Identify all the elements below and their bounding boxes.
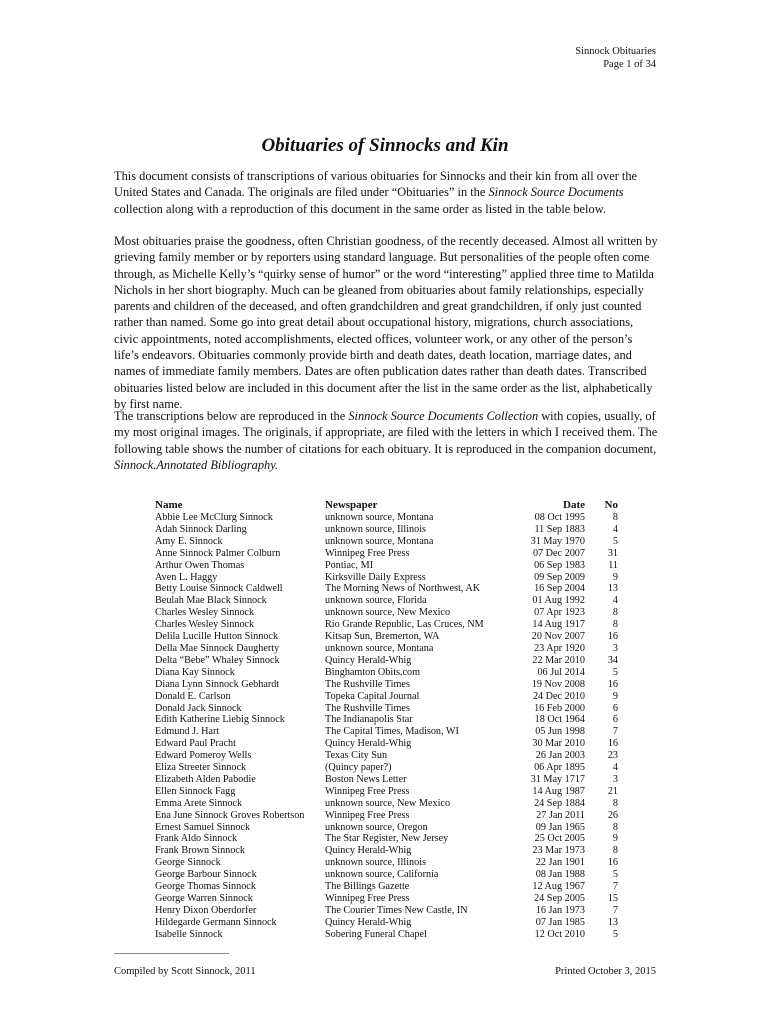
cell-name: Ellen Sinnock Fagg [155, 785, 236, 797]
cell-date: 16 Jan 1973 [535, 904, 585, 916]
cell-no: 16 [607, 857, 618, 869]
cell-newspaper: Quincy Herald-Whig [325, 738, 412, 750]
cell-no: 5 [612, 666, 618, 678]
cell-newspaper: The Billings Gazette [325, 881, 410, 893]
cell-newspaper: unknown source, Oregon [325, 821, 428, 833]
cell-no: 4 [612, 523, 618, 535]
cell-name: Hildegarde Germann Sinnock [155, 916, 277, 928]
cell-name: Eliza Streeter Sinnock [155, 762, 247, 774]
cell-newspaper: Sobering Funeral Chapel [325, 928, 427, 940]
cell-newspaper: (Quincy paper?) [325, 762, 392, 774]
cell-no: 8 [612, 619, 618, 631]
table-row [155, 893, 618, 905]
cell-name: Charles Wesley Sinnock [155, 607, 255, 619]
cell-name: Aven L. Haggy [155, 571, 218, 583]
cell-date: 19 Nov 2008 [531, 678, 585, 690]
cell-newspaper: unknown source, Illinois [325, 857, 427, 869]
cell-no: 9 [612, 571, 618, 583]
table-row [155, 655, 618, 667]
cell-date: 22 Mar 2010 [532, 654, 585, 666]
cell-newspaper: unknown source, Florida [325, 595, 427, 607]
cell-name: Abbie Lee McClurg Sinnock [155, 512, 273, 523]
cell-date: 06 Apr 1895 [534, 762, 585, 774]
cell-newspaper: Quincy Herald-Whig [325, 654, 412, 666]
table-row [155, 679, 618, 691]
cell-no: 16 [607, 738, 618, 750]
cell-date: 16 Feb 2000 [534, 702, 585, 714]
cell-date: 08 Jan 1988 [535, 869, 585, 881]
cell-name: Donald Jack Sinnock [155, 702, 242, 714]
cell-name: George Warren Sinnock [155, 893, 253, 904]
cell-newspaper: Winnipeg Free Press [325, 809, 410, 821]
table-row [155, 738, 618, 750]
table-row [155, 595, 618, 607]
cell-name: Della Mae Sinnock Daugherty [155, 642, 280, 654]
table-row [155, 691, 618, 703]
cell-no: 8 [612, 845, 618, 857]
header-no: No [604, 499, 618, 511]
cell-no: 23 [607, 750, 618, 762]
cell-newspaper: unknown source, Montana [325, 535, 434, 547]
page-header [575, 45, 656, 71]
header-name: Name [155, 499, 183, 511]
table-row [155, 703, 618, 715]
cell-newspaper: Winnipeg Free Press [325, 547, 410, 559]
cell-newspaper: Winnipeg Free Press [325, 893, 410, 904]
cell-name: Donald E. Carlson [155, 690, 231, 702]
cell-no: 34 [607, 654, 618, 666]
cell-no: 6 [612, 702, 618, 714]
cell-newspaper: Quincy Herald-Whig [325, 845, 412, 857]
table-row [155, 786, 618, 798]
table-row [155, 643, 618, 655]
cell-date: 25 Oct 2005 [534, 833, 585, 845]
cell-name: George Sinnock [155, 857, 221, 869]
table-row [155, 833, 618, 845]
cell-newspaper: unknown source, New Mexico [325, 797, 451, 809]
cell-newspaper: The Rushville Times [325, 678, 410, 690]
table-row [155, 917, 618, 929]
cell-newspaper: Kirksville Daily Express [325, 571, 426, 583]
table-row [155, 572, 618, 584]
table-row [155, 774, 618, 786]
cell-date: 05 Jun 1998 [535, 726, 585, 738]
intro-paragraph [114, 168, 659, 217]
cell-no: 31 [607, 547, 618, 559]
header-newspaper: Newspaper [325, 499, 378, 511]
table-header-row [155, 498, 618, 512]
cell-newspaper: Boston News Letter [325, 773, 407, 785]
cell-name: Anne Sinnock Palmer Colburn [155, 547, 281, 559]
footnote-divider [114, 953, 229, 954]
cell-date: 01 Aug 1992 [532, 595, 585, 607]
cell-name: Diana Kay Sinnock [155, 666, 235, 678]
cell-newspaper: unknown source, Illinois [325, 523, 427, 535]
cell-name: Adah Sinnock Darling [155, 523, 247, 535]
transcription-text-a: The transcriptions below are reproduced in the [114, 409, 349, 423]
cell-date: 07 Apr 1923 [534, 607, 585, 619]
obituary-table [155, 498, 618, 941]
cell-newspaper: Texas City Sun [325, 750, 388, 762]
cell-date: 22 Jan 1901 [535, 857, 585, 869]
cell-date: 24 Sep 2005 [534, 893, 585, 904]
intro-text-a: This document consists of transcriptions of various obituaries for Sinnocks and their kin from all over the United States and Canada. The originals are filed under “Obituaries” in the [114, 169, 638, 200]
cell-date: 18 Oct 1964 [534, 714, 585, 726]
cell-date: 14 Aug 1987 [532, 785, 585, 797]
cell-name: Frank Aldo Sinnock [155, 833, 238, 845]
table-row [155, 822, 618, 834]
cell-no: 4 [612, 762, 618, 774]
cell-name: Ernest Samuel Sinnock [155, 821, 251, 833]
cell-date: 23 Mar 1973 [532, 845, 585, 857]
transcription-text-b: with copies, usually, of my most original images. The originals, if appropriate, are filed with the letters in which I received them. The following table shows the number of citations for each obituary. It is reproduced in the companion document, [114, 409, 658, 456]
cell-no: 13 [607, 583, 618, 595]
cell-no: 21 [607, 785, 618, 797]
cell-newspaper: Winnipeg Free Press [325, 785, 410, 797]
cell-no: 8 [612, 607, 618, 619]
document-title: Obituaries of Sinnocks and Kin [261, 135, 509, 156]
header-date: Date [563, 499, 585, 511]
transcription-emphasis-2: Sinnock.Annotated Bibliography. [114, 457, 279, 472]
table-row [155, 548, 618, 560]
table-row [155, 869, 618, 881]
cell-name: Emma Arete Sinnock [155, 797, 243, 809]
table-row [155, 905, 618, 917]
table-row [155, 798, 618, 810]
cell-no: 3 [612, 773, 618, 785]
cell-date: 27 Jan 2011 [536, 809, 585, 821]
cell-name: Diana Lynn Sinnock Gebhardt [155, 678, 280, 690]
cell-no: 13 [607, 916, 618, 928]
table-row [155, 762, 618, 774]
cell-no: 6 [612, 714, 618, 726]
table-row [155, 810, 618, 822]
cell-newspaper: Pontiac, MI [325, 559, 374, 571]
cell-date: 08 Oct 1995 [534, 512, 585, 523]
cell-no: 9 [612, 833, 618, 845]
cell-newspaper: Topeka Capital Journal [325, 690, 420, 702]
cell-name: Arthur Owen Thomas [155, 559, 245, 571]
cell-name: Edward Paul Pracht [155, 738, 236, 750]
cell-date: 24 Dec 2010 [532, 690, 585, 702]
cell-no: 7 [612, 881, 618, 893]
table-row [155, 607, 618, 619]
table-row [155, 667, 618, 679]
cell-name: Betty Louise Sinnock Caldwell [155, 583, 283, 595]
cell-newspaper: unknown source, New Mexico [325, 607, 451, 619]
table-row [155, 929, 618, 941]
table-row [155, 726, 618, 738]
intro-text-b: collection along with a reproduction of this document in the same order as listed in the table below. [114, 201, 606, 216]
cell-newspaper: The Capital Times, Madison, WI [325, 726, 459, 738]
cell-no: 8 [612, 512, 618, 523]
table-row [155, 512, 618, 524]
cell-newspaper: Rio Grande Republic, Las Cruces, NM [325, 619, 484, 631]
table-row [155, 524, 618, 536]
cell-name: George Barbour Sinnock [155, 869, 257, 881]
cell-no: 7 [612, 904, 618, 916]
table-row [155, 857, 618, 869]
cell-newspaper: The Indianapolis Star [325, 714, 413, 726]
cell-date: 24 Sep 1884 [534, 797, 585, 809]
cell-newspaper: The Morning News of Northwest, AK [325, 583, 481, 595]
cell-no: 8 [612, 821, 618, 833]
cell-date: 31 May 1717 [530, 773, 585, 785]
cell-name: Beulah Mae Black Sinnock [155, 595, 267, 607]
cell-no: 5 [612, 928, 618, 940]
cell-no: 16 [607, 631, 618, 643]
cell-name: Charles Wesley Sinnock [155, 619, 255, 631]
cell-newspaper: Binghamton Obits.com [325, 666, 421, 678]
cell-no: 9 [612, 690, 618, 702]
cell-no: 15 [607, 893, 618, 904]
cell-name: Elizabeth Alden Pabodie [155, 773, 256, 785]
cell-no: 5 [612, 869, 618, 881]
table-row [155, 583, 618, 595]
cell-date: 12 Aug 1967 [532, 881, 585, 893]
cell-newspaper: Quincy Herald-Whig [325, 916, 412, 928]
cell-newspaper: Kitsap Sun, Bremerton, WA [325, 631, 440, 643]
cell-name: Edward Pomeroy Wells [155, 750, 252, 762]
cell-name: Frank Brown Sinnock [155, 845, 245, 857]
cell-newspaper: The Rushville Times [325, 702, 410, 714]
cell-date: 11 Sep 1883 [534, 523, 585, 535]
footer-compiled-by: Compiled by Scott Sinnock, 2011 [114, 966, 256, 977]
cell-name: George Thomas Sinnock [155, 881, 256, 893]
cell-date: 23 Apr 1920 [534, 642, 585, 654]
cell-date: 07 Dec 2007 [532, 547, 585, 559]
table-row [155, 536, 618, 548]
transcription-paragraph [114, 408, 659, 473]
cell-name: Edith Katherine Liebig Sinnock [155, 714, 285, 726]
cell-name: Delta “Bebe” Whaley Sinnock [155, 654, 280, 666]
cell-date: 16 Sep 2004 [534, 583, 585, 595]
cell-date: 20 Nov 2007 [531, 631, 585, 643]
footer-printed-date: Printed October 3, 2015 [555, 966, 656, 977]
cell-date: 06 Sep 1983 [534, 559, 585, 571]
table-row [155, 750, 618, 762]
cell-name: Henry Dixon Oberdorfer [155, 904, 257, 916]
table-body [155, 512, 618, 941]
cell-name: Delila Lucille Hutton Sinnock [155, 631, 279, 643]
cell-date: 26 Jan 2003 [535, 750, 585, 762]
cell-name: Amy E. Sinnock [155, 535, 223, 547]
cell-newspaper: unknown source, California [325, 869, 439, 881]
table-row [155, 881, 618, 893]
table-row [155, 619, 618, 631]
table-row [155, 560, 618, 572]
cell-date: 12 Oct 2010 [534, 928, 585, 940]
transcription-emphasis-1: Sinnock Source Documents Collection [348, 409, 539, 423]
cell-no: 8 [612, 797, 618, 809]
header-doc-title: Sinnock Obituaries [575, 46, 656, 57]
table-row [155, 631, 618, 643]
cell-no: 4 [612, 595, 618, 607]
cell-no: 3 [612, 642, 618, 654]
header-page-number: Page 1 of 34 [603, 59, 656, 70]
cell-newspaper: unknown source, Montana [325, 512, 434, 523]
cell-date: 07 Jan 1985 [535, 916, 585, 928]
cell-name: Ena June Sinnock Groves Robertson [155, 809, 305, 821]
cell-name: Edmund J. Hart [155, 726, 220, 738]
cell-newspaper: unknown source, Montana [325, 642, 434, 654]
description-paragraph: Most obituaries praise the goodness, often Christian goodness, of the recently deceased. Almost all written by grieving family member or by reporters using standard language. But personalities of the people often come through, as Michelle Kelly’s “quirky sense of humor” or the word “interesting” applied three time to Matilda Nichols in her short biography. Much can be gleaned from obituaries about family relationships, especially parents and children of the deceased, and often grandchildren and great grandchildren, if only just counted rather than named. Some go into great detail about occupational history, migrations, church associations, civic appointments, noted accomplishments, elected offices, volunteer work, or any other of the person’s life’s endeavors. Obituaries commonly provide birth and death dates, death location, marriage dates, and names of immediate family members. Dates are often publication dates rather than death dates. Transcribed obituaries listed below are included in this document after the list in the same order as the list, alphabetically by first name. [114, 234, 658, 411]
cell-no: 11 [608, 559, 618, 571]
cell-newspaper: The Star Register, New Jersey [325, 833, 449, 845]
intro-emphasis: Sinnock Source Documents [488, 185, 624, 200]
cell-no: 16 [607, 678, 618, 690]
table-row [155, 714, 618, 726]
cell-newspaper: The Courier Times New Castle, IN [325, 904, 468, 916]
cell-no: 7 [612, 726, 618, 738]
cell-date: 31 May 1970 [530, 535, 585, 547]
table-row [155, 845, 618, 857]
cell-date: 14 Aug 1917 [532, 619, 585, 631]
cell-date: 06 Jul 2014 [537, 666, 585, 678]
cell-no: 5 [612, 535, 618, 547]
cell-name: Isabelle Sinnock [155, 928, 223, 940]
cell-no: 26 [607, 809, 618, 821]
cell-date: 09 Jan 1965 [535, 821, 585, 833]
cell-date: 09 Sep 2009 [534, 571, 585, 583]
cell-date: 30 Mar 2010 [532, 738, 585, 750]
